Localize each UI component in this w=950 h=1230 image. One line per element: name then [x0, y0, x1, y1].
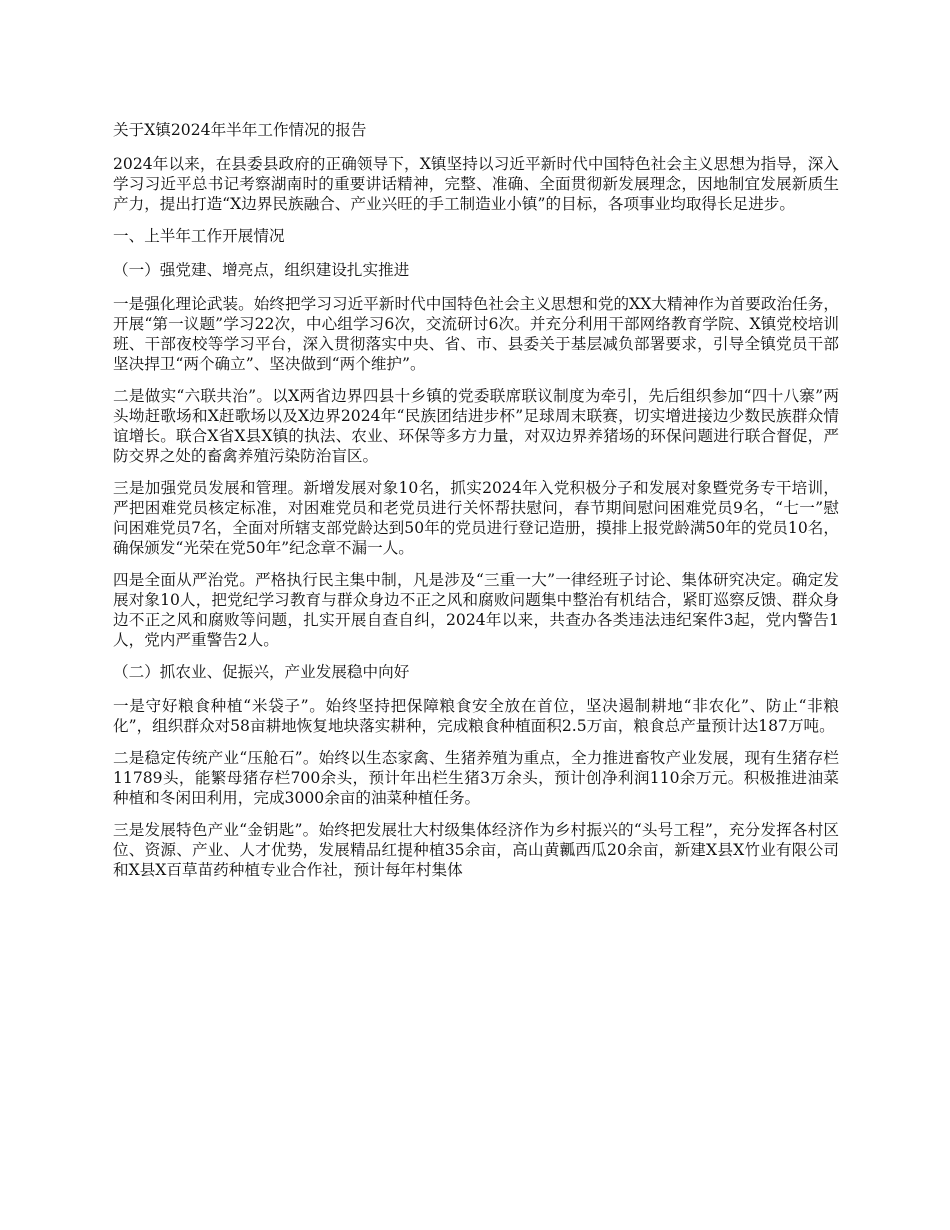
paragraph-livestock: 二是稳定传统产业“压舱石”。始终以生态家禽、生猪养殖为重点，全力推进畜牧产业发展，现有生猪存栏11789头，能繁母猪存栏700余头，预计年出栏生猪3万余头，预计创净利润110余万元。积极推进油菜种植和冬闲田利用，完成3000余亩的油菜种植任务。 [113, 749, 839, 807]
intro-paragraph: 2024年以来，在县委县政府的正确领导下，X镇坚持以习近平新时代中国特色社会主义思想为指导，深入学习习近平总书记考察湖南时的重要讲话精神，完整、准确、全面贯彻新发展理念，因地制宜发展新质生产力，提出打造“X边界民族融合、产业兴旺的手工制造业小镇”的目标，各项事业均取得长足进步。 [113, 155, 839, 213]
paragraph-six-joint: 二是做实“六联共治”。以X两省边界四县十乡镇的党委联席联议制度为牵引，先后组织参加“四十八寨”两头坳赶歌场和X赶歌场以及X边界2024年“民族团结进步杯”足球周末联赛，切实增进接边少数民族群众情谊增长。联合X省X县X镇的执法、农业、环保等多方力量，对双边界养猪场的环保问题进行联合督促，严防交界之处的畜禽养殖污染防治盲区。 [113, 387, 839, 465]
subsection-heading-2: （二）抓农业、促振兴，产业发展稳中向好 [113, 663, 410, 681]
paragraph-discipline: 四是全面从严治党。严格执行民主集中制，凡是涉及“三重一大”一律经班子讨论、集体研究决定。确定发展对象10人，把党纪学习教育与群众身边不正之风和腐败问题集中整治有机结合，紧盯巡察反馈、群众身边不正之风和腐败等问题，扎实开展自查自纠，2024年以来，共查办各类违法违纪案件3起，党内警告1人，党内严重警告2人。 [113, 571, 839, 649]
paragraph-grain: 一是守好粮食种植“米袋子”。始终坚持把保障粮食安全放在首位，坚决遏制耕地“非农化”、防止“非粮化”，组织群众对58亩耕地恢复地块落实耕种，完成粮食种植面积2.5万亩，粮食总产量预计达187万吨。 [113, 697, 839, 735]
paragraph-party-members: 三是加强党员发展和管理。新增发展对象10名，抓实2024年入党积极分子和发展对象暨党务专干培训，严把困难党员核定标准，对困难党员和老党员进行关怀帮扶慰问，春节期间慰问困难党员9名，“七一”慰问困难党员7名，全面对所辖支部党龄达到50年的党员进行登记造册，摸排上报党龄满50年的党员10名，确保颁发“光荣在党50年”纪念章不漏一人。 [113, 479, 839, 557]
paragraph-theory: 一是强化理论武装。始终把学习习近平新时代中国特色社会主义思想和党的XX大精神作为首要政治任务，开展“第一议题”学习22次，中心组学习6次，交流研讨6次。并充分利用干部网络教育学院、X镇党校培训班、干部夜校等学习平台，深入贯彻落实中央、省、市、县委关于基层减负部署要求，引导全镇党员干部坚决捍卫“两个确立”、坚决做到“两个维护”。 [113, 295, 839, 373]
paragraph-specialty: 三是发展特色产业“金钥匙”。始终把发展壮大村级集体经济作为乡村振兴的“头号工程”，充分发挥各村区位、资源、产业、人才优势，发展精品红提种植35余亩，高山黄瓤西瓜20余亩，新建X县X竹业有限公司和X县X百草苗药种植专业合作社，预计每年村集体 [113, 821, 839, 879]
subsection-heading-1: （一）强党建、增亮点，组织建设扎实推进 [113, 261, 410, 279]
document-title: 关于X镇2024年半年工作情况的报告 [113, 121, 367, 139]
section-heading-1: 一、上半年工作开展情况 [113, 227, 285, 245]
document-page [113, 120, 839, 892]
